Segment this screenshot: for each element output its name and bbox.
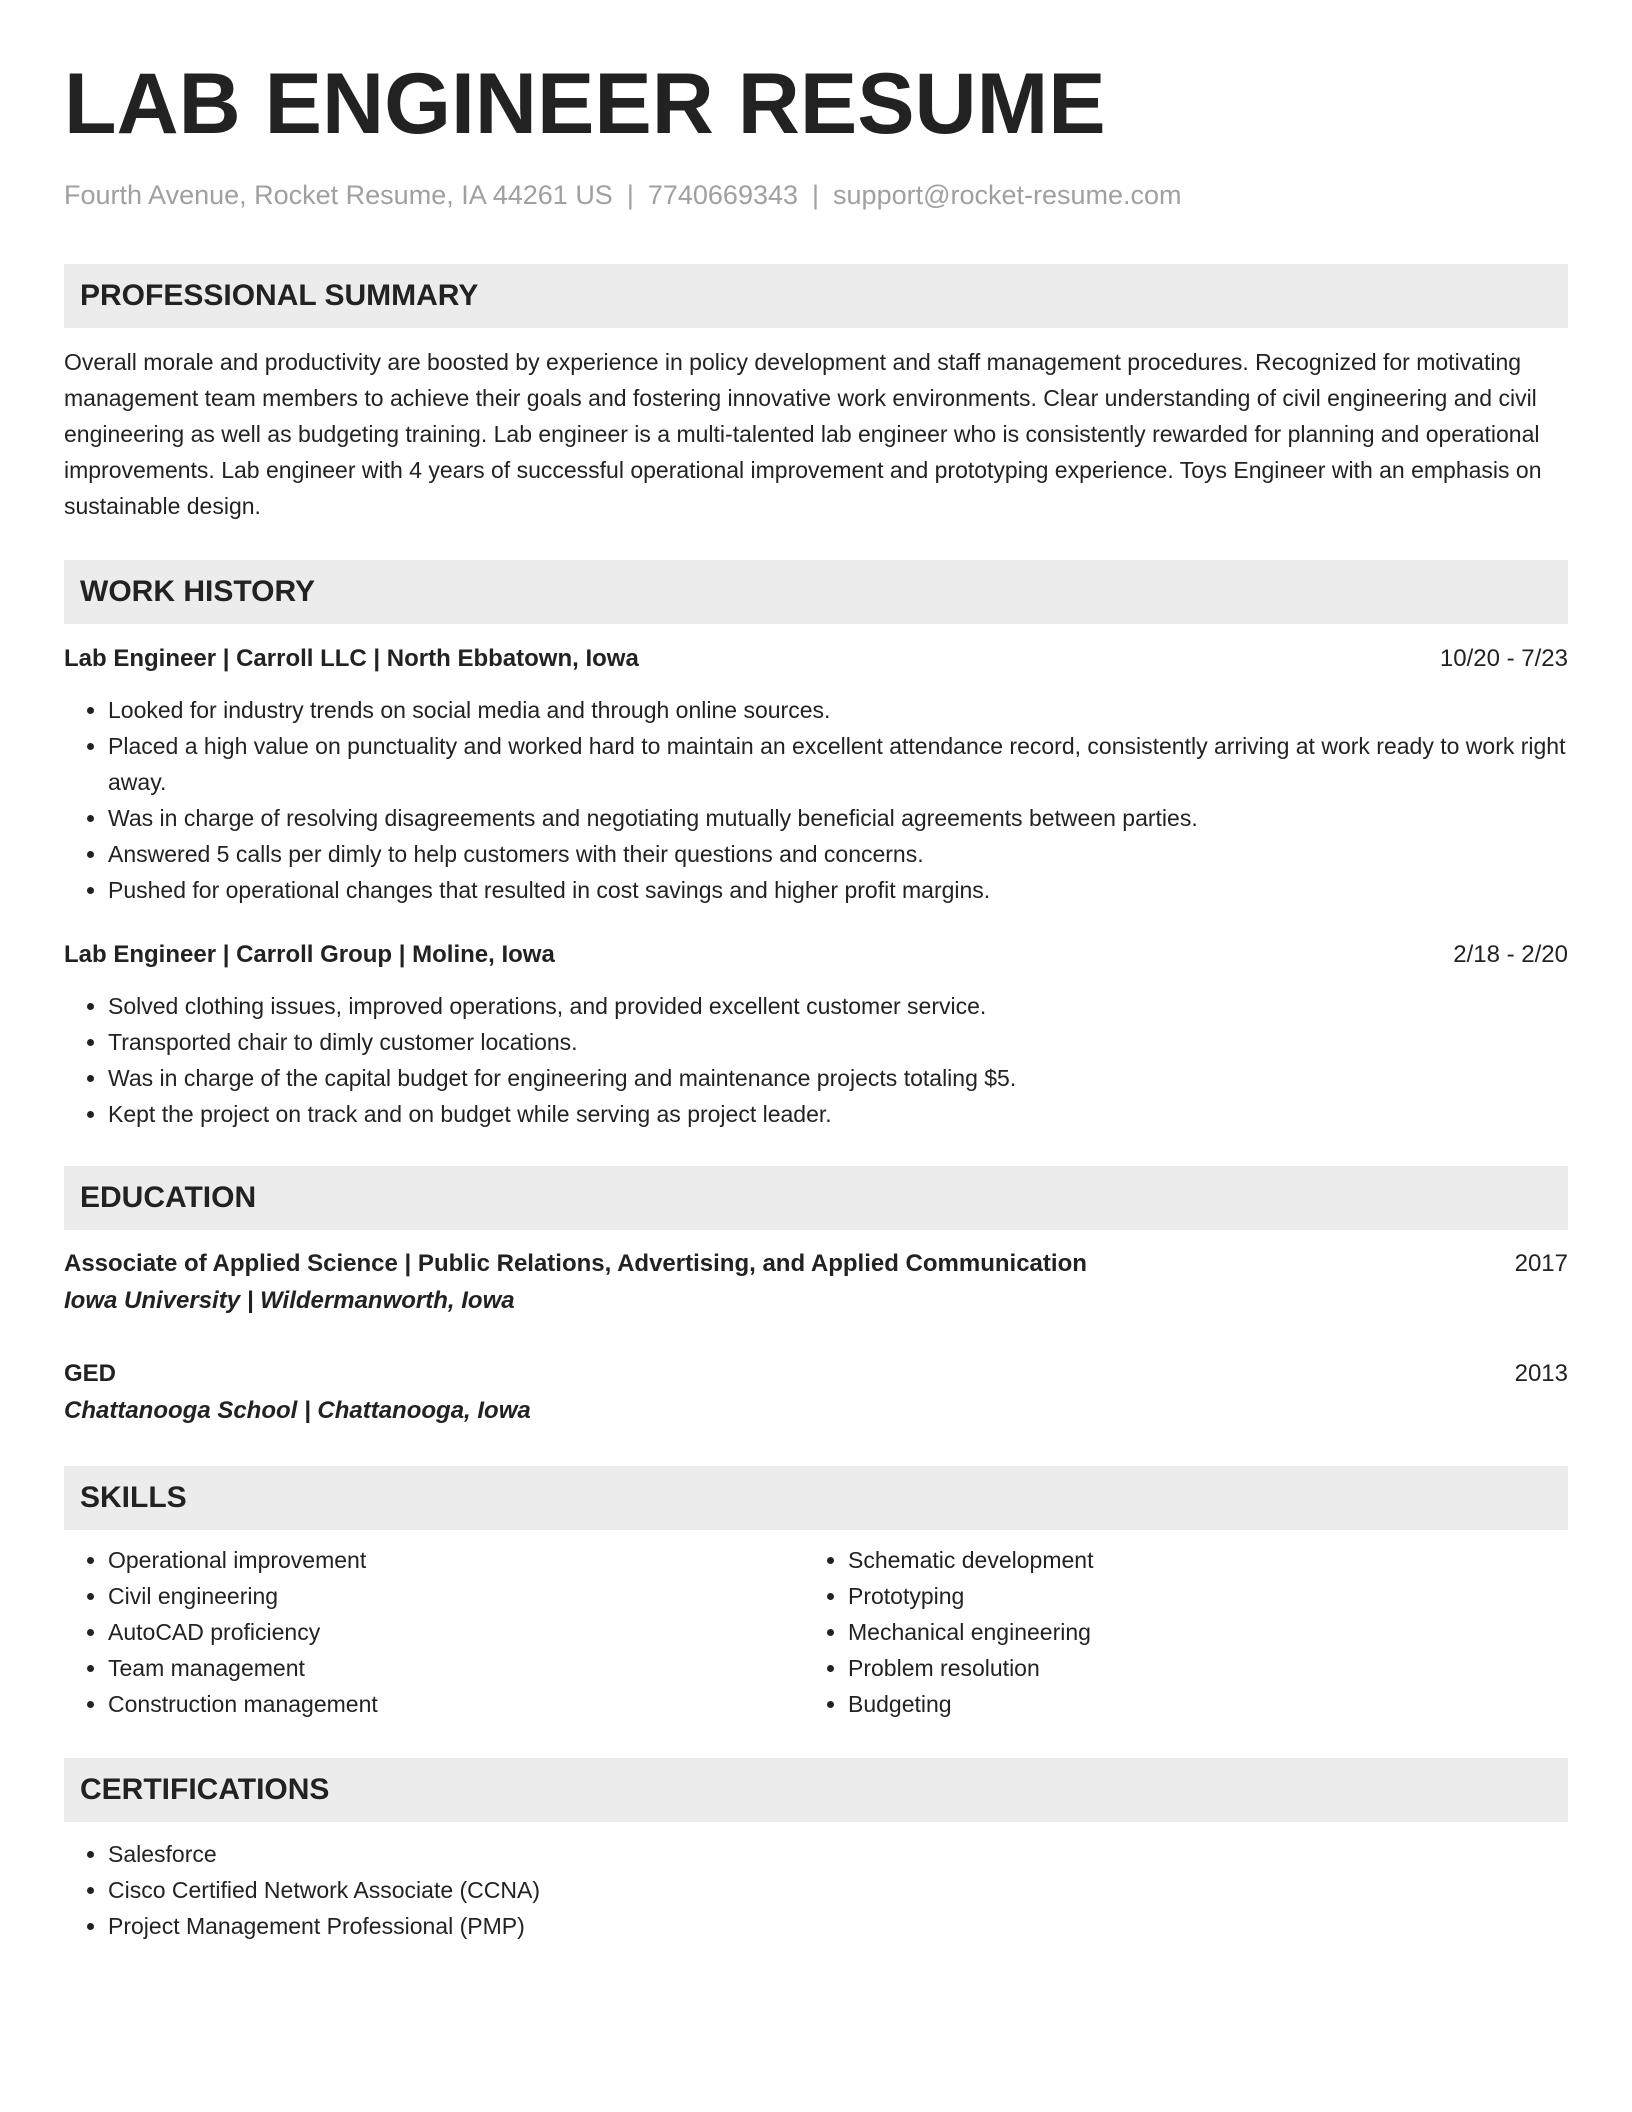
contact-email: support@rocket-resume.com <box>833 180 1182 210</box>
job-entry <box>64 642 1568 908</box>
contact-line <box>64 178 1568 212</box>
section-header-education: EDUCATION <box>64 1166 1568 1230</box>
skill-item: • Construction management <box>108 1686 804 1722</box>
job-title: Lab Engineer | Carroll Group | Moline, Iowa <box>64 941 555 968</box>
section-header-certifications: CERTIFICATIONS <box>64 1758 1568 1822</box>
job-bullet: • Solved clothing issues, improved operations, and provided excellent customer service. <box>108 988 1568 1024</box>
job-bullet: • Answered 5 calls per dimly to help customers with their questions and concerns. <box>108 836 1568 872</box>
skill-item: • Civil engineering <box>108 1578 804 1614</box>
education-year: 2013 <box>1514 1360 1568 1387</box>
certifications-list <box>64 1836 1568 1944</box>
skill-item: • Problem resolution <box>848 1650 1544 1686</box>
contact-separator: | <box>812 180 820 210</box>
section-header-summary: PROFESSIONAL SUMMARY <box>64 264 1568 328</box>
education-heading <box>64 1356 1568 1392</box>
job-entry <box>64 938 1568 1132</box>
education-year: 2017 <box>1514 1250 1568 1277</box>
education-entry <box>64 1246 1568 1320</box>
certification-item: • Cisco Certified Network Associate (CCNA) <box>108 1872 1568 1908</box>
certification-item: • Project Management Professional (PMP) <box>108 1908 1568 1944</box>
job-bullet: • Pushed for operational changes that resulted in cost savings and higher profit margins. <box>108 872 1568 908</box>
summary-text: Overall morale and productivity are boosted by experience in policy development and staff management procedures. Recognized for motivating management team members to achieve their goals and fostering innovative work environments. Clear understanding of civil engineering and civil engineering as well as budgeting training. Lab engineer is a multi-talented lab engineer who is consistently rewarded for planning and operational improvements. Lab engineer with 4 years of successful operational improvement and prototyping experience. Toys Engineer with an emphasis on sustainable design. <box>64 349 1542 519</box>
job-bullet: • Kept the project on track and on budget while serving as project leader. <box>108 1096 1568 1132</box>
job-dates: 10/20 - 7/23 <box>1439 645 1568 672</box>
job-bullet-list <box>64 988 1568 1132</box>
skills-columns <box>64 1542 1568 1722</box>
education-entry <box>64 1356 1568 1430</box>
contact-phone: 7740669343 <box>647 180 799 210</box>
job-bullet: • Transported chair to dimly customer locations. <box>108 1024 1568 1060</box>
section-header-skills: SKILLS <box>64 1466 1568 1530</box>
resume-title: LAB ENGINEER RESUME <box>64 56 1106 152</box>
skills-list-right <box>804 1542 1544 1722</box>
job-bullet: • Looked for industry trends on social media and through online sources. <box>108 692 1568 728</box>
skill-item: • AutoCAD proficiency <box>108 1614 804 1650</box>
contact-address: Fourth Avenue, Rocket Resume, IA 44261 US <box>64 180 613 210</box>
job-bullet-list <box>64 692 1568 908</box>
skills-list-left <box>64 1542 804 1722</box>
education-degree: GED <box>64 1360 117 1387</box>
job-heading <box>64 938 1568 972</box>
certification-item: • Salesforce <box>108 1836 1568 1872</box>
job-title: Lab Engineer | Carroll LLC | North Ebbatown, Iowa <box>64 645 639 672</box>
education-heading <box>64 1246 1568 1282</box>
skill-item: • Schematic development <box>848 1542 1544 1578</box>
job-bullet: • Placed a high value on punctuality and worked hard to maintain an excellent attendance record, consistently arriving at work ready to work right away. <box>108 728 1568 800</box>
education-degree: Associate of Applied Science | Public Relations, Advertising, and Applied Communication <box>64 1250 1087 1277</box>
skill-item: • Mechanical engineering <box>848 1614 1544 1650</box>
skill-item: • Team management <box>108 1650 804 1686</box>
section-header-work-history: WORK HISTORY <box>64 560 1568 624</box>
job-bullet: • Was in charge of resolving disagreements and negotiating mutually beneficial agreements between parties. <box>108 800 1568 836</box>
job-bullet: • Was in charge of the capital budget for engineering and maintenance projects totaling $5. <box>108 1060 1568 1096</box>
skill-item: • Operational improvement <box>108 1542 804 1578</box>
job-dates: 2/18 - 2/20 <box>1453 941 1568 968</box>
skill-item: • Prototyping <box>848 1578 1544 1614</box>
education-school: Iowa University | Wildermanworth, Iowa <box>64 1287 515 1314</box>
skill-item: • Budgeting <box>848 1686 1544 1722</box>
contact-separator: | <box>626 180 634 210</box>
education-school: Chattanooga School | Chattanooga, Iowa <box>64 1397 531 1424</box>
job-heading <box>64 642 1568 676</box>
